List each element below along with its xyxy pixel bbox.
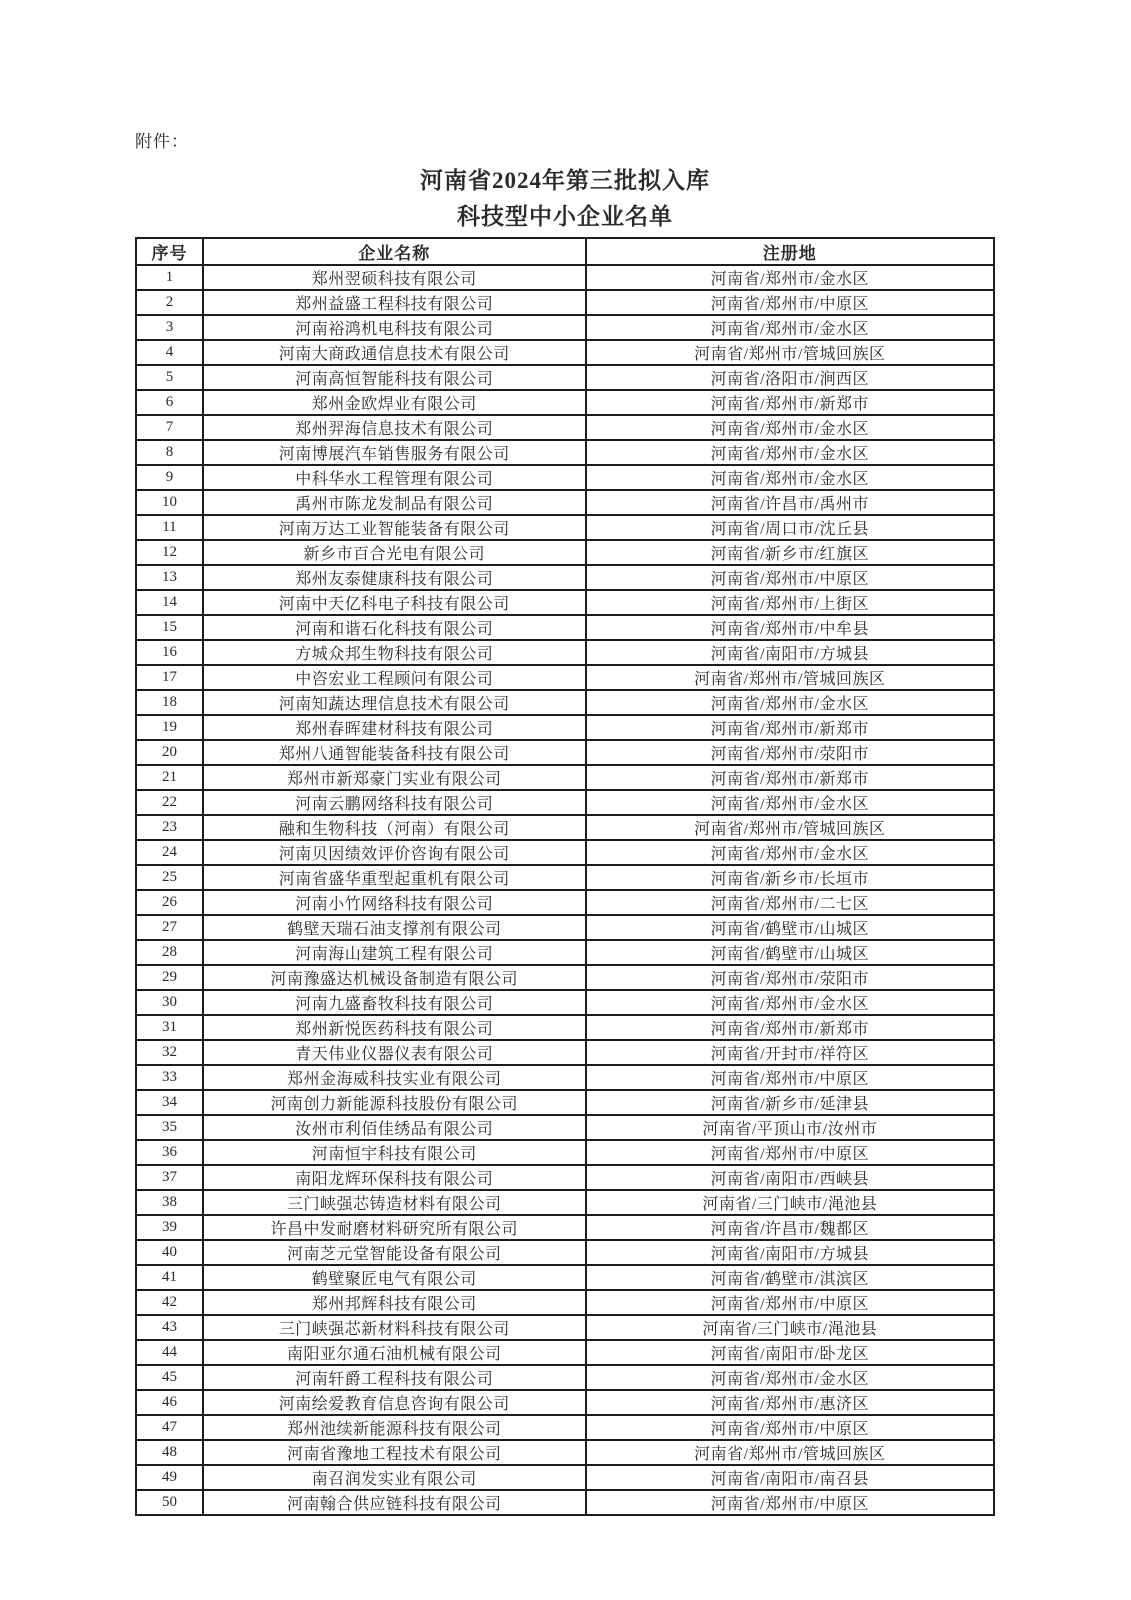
company-table	[135, 237, 995, 1516]
company-name: 禹州市陈龙发制品有限公司	[203, 490, 586, 515]
company-name: 融和生物科技（河南）有限公司	[203, 815, 586, 840]
row-index: 38	[136, 1190, 203, 1215]
registration-location: 河南省/郑州市/中原区	[586, 565, 994, 590]
table-row	[136, 590, 994, 615]
row-index: 18	[136, 690, 203, 715]
registration-location: 河南省/郑州市/金水区	[586, 440, 994, 465]
row-index: 24	[136, 840, 203, 865]
table-row	[136, 765, 994, 790]
company-name: 郑州益盛工程科技有限公司	[203, 290, 586, 315]
company-name: 郑州八通智能装备科技有限公司	[203, 740, 586, 765]
row-index: 3	[136, 315, 203, 340]
header-company-name: 企业名称	[203, 238, 586, 265]
row-index: 5	[136, 365, 203, 390]
row-index: 20	[136, 740, 203, 765]
table-row	[136, 990, 994, 1015]
registration-location: 河南省/平顶山市/汝州市	[586, 1115, 994, 1140]
table-row	[136, 715, 994, 740]
table-header-row	[136, 238, 994, 265]
company-name: 南阳亚尔通石油机械有限公司	[203, 1340, 586, 1365]
row-index: 50	[136, 1490, 203, 1515]
registration-location: 河南省/郑州市/金水区	[586, 415, 994, 440]
registration-location: 河南省/郑州市/新郑市	[586, 765, 994, 790]
company-name: 河南芝元堂智能设备有限公司	[203, 1240, 586, 1265]
row-index: 49	[136, 1465, 203, 1490]
table-row	[136, 1490, 994, 1515]
document-title-line2: 科技型中小企业名单	[457, 204, 673, 229]
company-name: 河南豫盛达机械设备制造有限公司	[203, 965, 586, 990]
company-name: 青天伟业仪器仪表有限公司	[203, 1040, 586, 1065]
registration-location: 河南省/郑州市/二七区	[586, 890, 994, 915]
registration-location: 河南省/郑州市/中原区	[586, 290, 994, 315]
row-index: 4	[136, 340, 203, 365]
row-index: 41	[136, 1265, 203, 1290]
company-name: 河南云鹏网络科技有限公司	[203, 790, 586, 815]
registration-location: 河南省/郑州市/惠济区	[586, 1390, 994, 1415]
registration-location: 河南省/郑州市/金水区	[586, 990, 994, 1015]
row-index: 30	[136, 990, 203, 1015]
registration-location: 河南省/南阳市/方城县	[586, 640, 994, 665]
header-index: 序号	[136, 238, 203, 265]
table-row	[136, 265, 994, 290]
row-index: 6	[136, 390, 203, 415]
row-index: 44	[136, 1340, 203, 1365]
table-row	[136, 1040, 994, 1065]
registration-location: 河南省/郑州市/中原区	[586, 1490, 994, 1515]
table-row	[136, 1340, 994, 1365]
table-row	[136, 1390, 994, 1415]
row-index: 26	[136, 890, 203, 915]
registration-location: 河南省/郑州市/中牟县	[586, 615, 994, 640]
registration-location: 河南省/洛阳市/涧西区	[586, 365, 994, 390]
table-row	[136, 665, 994, 690]
table-row	[136, 365, 994, 390]
registration-location: 河南省/郑州市/管城回族区	[586, 340, 994, 365]
registration-location: 河南省/郑州市/荥阳市	[586, 965, 994, 990]
registration-location: 河南省/郑州市/中原区	[586, 1140, 994, 1165]
table-row	[136, 1165, 994, 1190]
row-index: 42	[136, 1290, 203, 1315]
row-index: 10	[136, 490, 203, 515]
company-name: 河南创力新能源科技股份有限公司	[203, 1090, 586, 1115]
row-index: 28	[136, 940, 203, 965]
table-row	[136, 1465, 994, 1490]
company-name: 河南中天亿科电子科技有限公司	[203, 590, 586, 615]
row-index: 17	[136, 665, 203, 690]
company-name: 郑州翌硕科技有限公司	[203, 265, 586, 290]
registration-location: 河南省/鹤壁市/淇滨区	[586, 1265, 994, 1290]
company-name: 郑州友泰健康科技有限公司	[203, 565, 586, 590]
row-index: 29	[136, 965, 203, 990]
company-name: 河南九盛畜牧科技有限公司	[203, 990, 586, 1015]
registration-location: 河南省/郑州市/中原区	[586, 1415, 994, 1440]
registration-location: 河南省/南阳市/方城县	[586, 1240, 994, 1265]
registration-location: 河南省/新乡市/红旗区	[586, 540, 994, 565]
row-index: 45	[136, 1365, 203, 1390]
registration-location: 河南省/鹤壁市/山城区	[586, 940, 994, 965]
table-row	[136, 815, 994, 840]
table-row	[136, 415, 994, 440]
table-row	[136, 1240, 994, 1265]
table-row	[136, 690, 994, 715]
company-name: 方城众邦生物科技有限公司	[203, 640, 586, 665]
registration-location: 河南省/周口市/沈丘县	[586, 515, 994, 540]
registration-location: 河南省/郑州市/金水区	[586, 840, 994, 865]
row-index: 36	[136, 1140, 203, 1165]
row-index: 27	[136, 915, 203, 940]
table-row	[136, 1090, 994, 1115]
row-index: 13	[136, 565, 203, 590]
company-name: 郑州金海威科技实业有限公司	[203, 1065, 586, 1090]
registration-location: 河南省/三门峡市/渑池县	[586, 1315, 994, 1340]
company-name: 郑州金欧焊业有限公司	[203, 390, 586, 415]
row-index: 15	[136, 615, 203, 640]
registration-location: 河南省/新乡市/长垣市	[586, 865, 994, 890]
row-index: 12	[136, 540, 203, 565]
table-row	[136, 490, 994, 515]
company-name: 河南和谐石化科技有限公司	[203, 615, 586, 640]
company-name: 河南恒宇科技有限公司	[203, 1140, 586, 1165]
row-index: 35	[136, 1115, 203, 1140]
company-name: 河南知蔬达理信息技术有限公司	[203, 690, 586, 715]
registration-location: 河南省/南阳市/南召县	[586, 1465, 994, 1490]
registration-location: 河南省/南阳市/西峡县	[586, 1165, 994, 1190]
table-row	[136, 1440, 994, 1465]
table-row	[136, 865, 994, 890]
table-row	[136, 1190, 994, 1215]
company-name: 郑州新悦医药科技有限公司	[203, 1015, 586, 1040]
company-name: 河南省盛华重型起重机有限公司	[203, 865, 586, 890]
company-table-body	[136, 265, 994, 1515]
table-row	[136, 790, 994, 815]
registration-location: 河南省/南阳市/卧龙区	[586, 1340, 994, 1365]
registration-location: 河南省/郑州市/上街区	[586, 590, 994, 615]
registration-location: 河南省/郑州市/金水区	[586, 315, 994, 340]
registration-location: 河南省/三门峡市/渑池县	[586, 1190, 994, 1215]
registration-location: 河南省/郑州市/中原区	[586, 1065, 994, 1090]
row-index: 25	[136, 865, 203, 890]
table-row	[136, 390, 994, 415]
row-index: 39	[136, 1215, 203, 1240]
company-name: 河南绘爱教育信息咨询有限公司	[203, 1390, 586, 1415]
table-row	[136, 915, 994, 940]
company-name: 河南高恒智能科技有限公司	[203, 365, 586, 390]
row-index: 19	[136, 715, 203, 740]
table-row	[136, 890, 994, 915]
table-row	[136, 1415, 994, 1440]
registration-location: 河南省/郑州市/金水区	[586, 265, 994, 290]
table-row	[136, 565, 994, 590]
company-name: 河南海山建筑工程有限公司	[203, 940, 586, 965]
row-index: 37	[136, 1165, 203, 1190]
company-name: 郑州邦辉科技有限公司	[203, 1290, 586, 1315]
table-row	[136, 515, 994, 540]
document-title	[135, 163, 995, 235]
table-row	[136, 1015, 994, 1040]
registration-location: 河南省/郑州市/新郑市	[586, 390, 994, 415]
table-row	[136, 965, 994, 990]
registration-location: 河南省/开封市/祥符区	[586, 1040, 994, 1065]
document-title-line1: 河南省2024年第三批拟入库	[420, 168, 710, 193]
table-row	[136, 540, 994, 565]
row-index: 33	[136, 1065, 203, 1090]
registration-location: 河南省/新乡市/延津县	[586, 1090, 994, 1115]
registration-location: 河南省/鹤壁市/山城区	[586, 915, 994, 940]
table-row	[136, 940, 994, 965]
row-index: 40	[136, 1240, 203, 1265]
registration-location: 河南省/许昌市/禹州市	[586, 490, 994, 515]
company-name: 郑州春晖建材科技有限公司	[203, 715, 586, 740]
company-name: 中咨宏业工程顾问有限公司	[203, 665, 586, 690]
row-index: 31	[136, 1015, 203, 1040]
table-row	[136, 1215, 994, 1240]
company-name: 河南小竹网络科技有限公司	[203, 890, 586, 915]
header-registration-location: 注册地	[586, 238, 994, 265]
table-row	[136, 640, 994, 665]
company-name: 三门峡强芯新材料科技有限公司	[203, 1315, 586, 1340]
attachment-label: 附件：	[135, 132, 189, 151]
company-name: 南阳龙辉环保科技有限公司	[203, 1165, 586, 1190]
registration-location: 河南省/郑州市/金水区	[586, 790, 994, 815]
company-name: 三门峡强芯铸造材料有限公司	[203, 1190, 586, 1215]
registration-location: 河南省/许昌市/魏都区	[586, 1215, 994, 1240]
registration-location: 河南省/郑州市/新郑市	[586, 1015, 994, 1040]
row-index: 21	[136, 765, 203, 790]
table-row	[136, 340, 994, 365]
company-name: 中科华水工程管理有限公司	[203, 465, 586, 490]
row-index: 16	[136, 640, 203, 665]
registration-location: 河南省/郑州市/管城回族区	[586, 815, 994, 840]
company-name: 郑州羿海信息技术有限公司	[203, 415, 586, 440]
company-name: 河南轩爵工程科技有限公司	[203, 1365, 586, 1390]
table-row	[136, 1115, 994, 1140]
table-row	[136, 465, 994, 490]
row-index: 14	[136, 590, 203, 615]
row-index: 9	[136, 465, 203, 490]
table-row	[136, 1140, 994, 1165]
table-row	[136, 315, 994, 340]
company-name: 汝州市利佰佳绣品有限公司	[203, 1115, 586, 1140]
row-index: 2	[136, 290, 203, 315]
row-index: 8	[136, 440, 203, 465]
company-name: 河南万达工业智能装备有限公司	[203, 515, 586, 540]
table-row	[136, 1290, 994, 1315]
table-row	[136, 840, 994, 865]
row-index: 46	[136, 1390, 203, 1415]
registration-location: 河南省/郑州市/新郑市	[586, 715, 994, 740]
row-index: 11	[136, 515, 203, 540]
registration-location: 河南省/郑州市/管城回族区	[586, 665, 994, 690]
row-index: 22	[136, 790, 203, 815]
registration-location: 河南省/郑州市/金水区	[586, 465, 994, 490]
row-index: 32	[136, 1040, 203, 1065]
company-name: 新乡市百合光电有限公司	[203, 540, 586, 565]
table-row	[136, 290, 994, 315]
row-index: 23	[136, 815, 203, 840]
table-row	[136, 1065, 994, 1090]
company-name: 河南裕鸿机电科技有限公司	[203, 315, 586, 340]
company-name: 南召润发实业有限公司	[203, 1465, 586, 1490]
row-index: 48	[136, 1440, 203, 1465]
row-index: 34	[136, 1090, 203, 1115]
row-index: 43	[136, 1315, 203, 1340]
table-row	[136, 740, 994, 765]
company-name: 河南大商政通信息技术有限公司	[203, 340, 586, 365]
table-row	[136, 440, 994, 465]
table-row	[136, 1365, 994, 1390]
company-name: 河南翰合供应链科技有限公司	[203, 1490, 586, 1515]
row-index: 47	[136, 1415, 203, 1440]
company-name: 河南贝因绩效评价咨询有限公司	[203, 840, 586, 865]
registration-location: 河南省/郑州市/中原区	[586, 1290, 994, 1315]
company-name: 河南博展汽车销售服务有限公司	[203, 440, 586, 465]
table-row	[136, 1265, 994, 1290]
row-index: 1	[136, 265, 203, 290]
table-row	[136, 1315, 994, 1340]
registration-location: 河南省/郑州市/管城回族区	[586, 1440, 994, 1465]
table-row	[136, 615, 994, 640]
registration-location: 河南省/郑州市/荥阳市	[586, 740, 994, 765]
row-index: 7	[136, 415, 203, 440]
company-name: 郑州池续新能源科技有限公司	[203, 1415, 586, 1440]
company-name: 鹤壁天瑞石油支撑剂有限公司	[203, 915, 586, 940]
company-name: 郑州市新郑豪门实业有限公司	[203, 765, 586, 790]
registration-location: 河南省/郑州市/金水区	[586, 1365, 994, 1390]
company-name: 许昌中发耐磨材料研究所有限公司	[203, 1215, 586, 1240]
company-name: 河南省豫地工程技术有限公司	[203, 1440, 586, 1465]
company-name: 鹤壁聚匠电气有限公司	[203, 1265, 586, 1290]
registration-location: 河南省/郑州市/金水区	[586, 690, 994, 715]
